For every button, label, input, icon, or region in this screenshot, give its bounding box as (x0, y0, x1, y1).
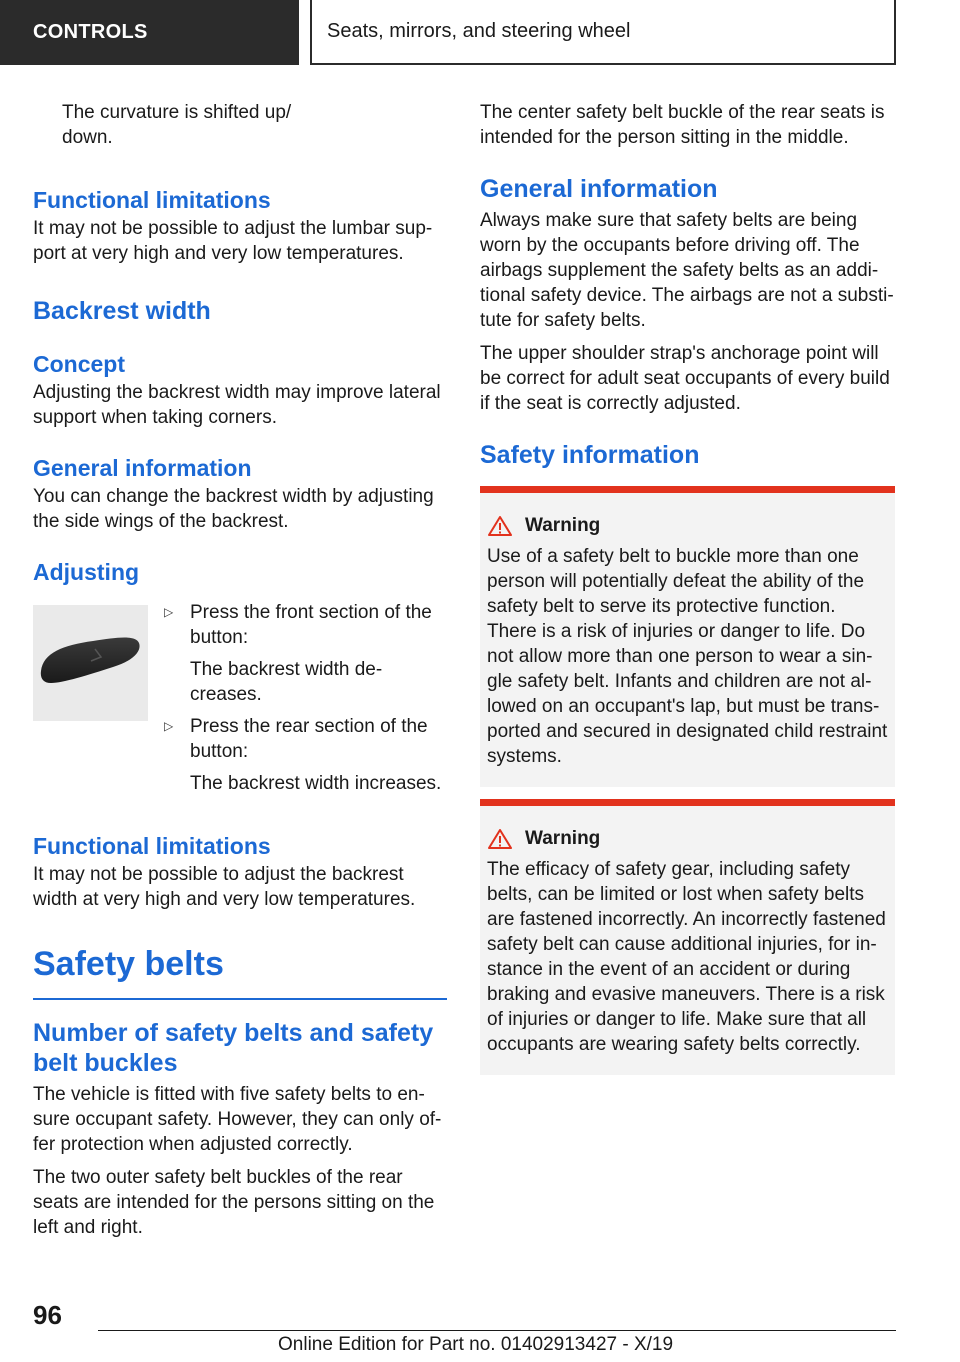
backrest-width-heading: Backrest width (33, 297, 211, 325)
warning-text: The efficacy of safety gear, including safety belts, can be limited or lost when safety belts are fastened incorrectly. An incorrectly fastened safety belt can cause additional injuries, for in-stance in the event of an accident or during braking and evasive maneuvers. There is a risk of injuries or danger to life. Make sure that all occupants are wearing safety belts correctly. (487, 859, 886, 1055)
general-information-heading-right: General information (480, 175, 718, 203)
list-item (164, 714, 447, 796)
concept-text: Adjusting the backrest width may improve lateral support when taking corners. (33, 382, 441, 428)
triangle-right-icon: ▷ (164, 605, 174, 619)
warning-title (487, 826, 889, 851)
step-result: The backrest width increases. (190, 773, 442, 794)
warning-triangle-icon (487, 828, 513, 850)
warning-label: Warning (525, 515, 601, 536)
header-chapter-title: Seats, mirrors, and steering wheel (310, 0, 896, 65)
warning-title (487, 513, 889, 538)
footer-divider (98, 1330, 896, 1331)
general-information-heading: General information (33, 455, 252, 481)
adjusting-heading: Adjusting (33, 559, 140, 585)
general-information-para-2: The upper shoulder strap's anchorage point will be correct for adult seat occupants of every build if the seat is correctly adjusted. (480, 343, 890, 414)
step-action: Press the rear section of the button: (190, 716, 428, 762)
functional-limitations-text: It may not be possible to adjust the lumbar sup-port at very high and very low temperatures. (33, 218, 433, 264)
warning-box (480, 486, 895, 787)
number-of-belts-heading: Number of safety belts and safety belt buckles (33, 1019, 434, 1077)
left-column (33, 100, 447, 1240)
warning-text: Use of a safety belt to buckle more than one person will potentially defeat the ability of the safety belt to serve its protective function. There is a risk of injuries or danger to life. Do not allow more than one person to wear a sin-gle safety belt. Infants and children are not al-lowed on an occupant's lap, but must be trans-ported and secured in designated child restraint systems. (487, 546, 888, 767)
right-column (480, 100, 895, 1075)
concept-heading: Concept (33, 351, 125, 377)
section-divider (33, 998, 447, 1000)
functional-limitations-text-2: It may not be possible to adjust the backrest width at very high and very low temperatures. (33, 864, 416, 910)
curvature-text: The curvature is shifted up/ down. (62, 102, 292, 148)
general-information-text: You can change the backrest width by adjusting the side wings of the backrest. (33, 486, 434, 532)
backrest-width-button-image (33, 605, 148, 721)
warning-triangle-icon (487, 515, 513, 537)
general-information-para-1: Always make sure that safety belts are being worn by the occupants before driving off. The airbags supplement the safety belts as an addi-tional safety device. The airbags are not a substi-tute for safety belts. (480, 210, 894, 331)
functional-limitations-heading: Functional limitations (33, 187, 271, 213)
center-buckle-text: The center safety belt buckle of the rear seats is intended for the person sitting in the middle. (480, 102, 885, 148)
warning-box (480, 799, 895, 1075)
step-result: The backrest width de-creases. (190, 659, 383, 705)
triangle-right-icon: ▷ (164, 719, 174, 733)
warning-label: Warning (525, 828, 601, 849)
list-item (164, 600, 447, 707)
adjusting-steps (164, 600, 447, 796)
adjusting-section (33, 600, 447, 796)
step-action: Press the front section of the button: (190, 602, 432, 648)
safety-belts-heading: Safety belts (33, 945, 224, 983)
functional-limitations-heading-2: Functional limitations (33, 833, 271, 859)
number-of-belts-para-2: The two outer safety belt buckles of the rear seats are intended for the persons sitting on the left and right. (33, 1167, 435, 1238)
page-number: 96 (33, 1300, 62, 1330)
safety-information-heading: Safety information (480, 441, 700, 469)
header-section-label: CONTROLS (0, 0, 299, 65)
number-of-belts-para-1: The vehicle is fitted with five safety belts to en-sure occupant safety. However, they can only of-fer protection when adjusted correctly. (33, 1084, 442, 1155)
footer-edition-text: Online Edition for Part no. 01402913427 - X/19 (278, 1334, 674, 1355)
